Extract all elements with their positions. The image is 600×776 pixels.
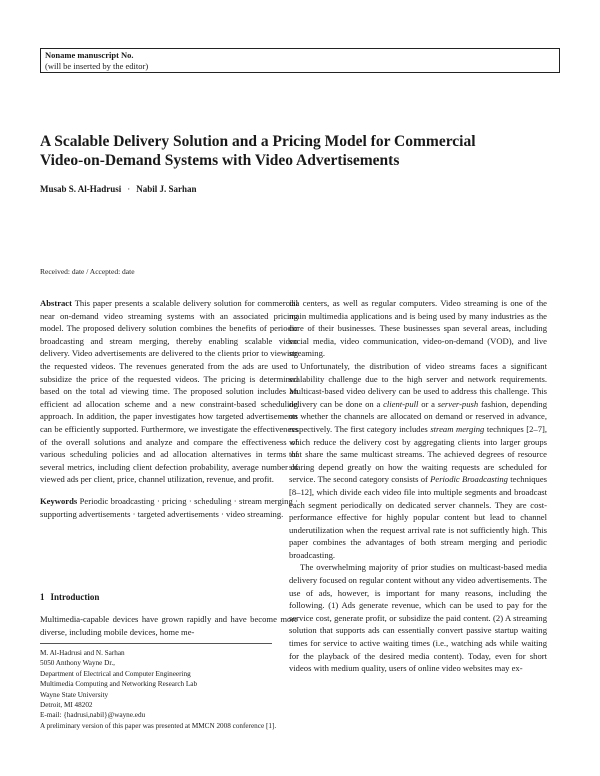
author-list [40, 184, 197, 194]
p2-text-b: or a [418, 398, 438, 409]
affiliation-names: M. Al-Hadrusi and N. Sarhan [40, 649, 125, 657]
affiliation-address: 5050 Anthony Wayne Dr., [40, 659, 115, 668]
affiliation-lab: Multimedia Computing and Networking Research Lab [40, 680, 198, 689]
p2-text-e: techniques [8–12], which divide each video file into multiple segments and broadcast each segment periodically on dedicated server channels. They are cost-performance effective for highly popular content but lead to channel underutilization when the request arrival rate is not sufficiently high. This paper combines the advantages of both stream merging and periodic broadcasting. [289, 474, 548, 560]
p2-text-c: fashion, depending on whether the channels are allocated on demand or reserved in advance, respectively. The first category includes [289, 398, 548, 434]
keywords [40, 495, 298, 520]
term-stream-merging: stream merging [430, 423, 485, 434]
term-periodic-broadcasting: Periodic Broadcasting [430, 474, 508, 485]
paper-title-line-1: A Scalable Delivery Solution and a Pricing Model for Commercial [40, 133, 476, 150]
abstract-label: Abstract [40, 298, 72, 308]
affiliation-note: A preliminary version of this paper was presented at MMCN 2008 conference [1]. [40, 721, 277, 730]
keywords-label: Keywords [40, 495, 78, 506]
right-paragraph-1: dia centers, as well as regular computers. Video streaming is one of the main multimedia applications and is being used by many industries as the core of their businesses. These businesses span several areas, including social media, video communication, video-on-demand (VOD), and live streaming. [289, 298, 547, 359]
term-client-pull: client-pull [383, 398, 419, 409]
abstract-text: This paper presents a scalable delivery solution for commercial near on-demand video streaming systems with an associated pricing model. The proposed delivery solution combines the benefits of periodic broadcasting and stream merging, thereby enabling scalable video delivery. Video advertisements are delivered to the clients prior to viewing the requested videos. The revenues generated from the ads are used to subsidize the price of the requested videos. The pricing is determined based on the total ad viewing time. The proposed solution includes an efficient ad allocation scheme and a new constraint-based scheduling approach. In addition, the paper investigates how targeted advertisements can be efficiently supported. Furthermore, we investigate the effectiveness of the overall solutions and analyze and compare the effectiveness of various scheduling policies and ad allocation alternatives in terms of several metrics, including client defection probability, average number of viewed ads per client, price, channel utilization, revenue, and profit. [40, 298, 298, 485]
term-server-push: server-push [437, 398, 479, 409]
received-date: Received: date / Accepted: date [40, 267, 135, 276]
affiliation-email: E-mail: {hadrusi,nabil}@wayne.edu [40, 711, 146, 720]
p2-text-a: Unfortunately, the distribution of video streams faces a significant scalability challenge due to the high server and network requirements. Multicast-based video delivery can be used to address this challenge. This delivery can be done on a [289, 360, 547, 409]
keywords-text: Periodic broadcasting · pricing · scheduling · stream merging · supporting advertisements · targeted advertisements · video streaming. [40, 495, 299, 519]
manuscript-label: Noname manuscript No. [45, 50, 134, 60]
abstract [40, 297, 298, 486]
right-column [289, 297, 547, 675]
p2-text-d: techniques [2–7], which reduce the delivery cost by aggregating clients into larger groups that share the same multicast streams. The achieved degrees of resource sharing depend greatly on how the waiting requests are scheduled for service. The second category consists of [289, 423, 548, 485]
section-number: 1 [40, 592, 45, 602]
manuscript-note: (will be inserted by the editor) [45, 61, 149, 71]
footnote-rule [40, 643, 272, 644]
left-column [40, 297, 298, 520]
introduction-paragraph: Multimedia-capable devices have grown rapidly and have become more diverse, including mobile devices, home me- [40, 614, 298, 637]
affiliation-footnote [40, 648, 298, 731]
author-separator: · [127, 184, 131, 194]
affiliation-university: Wayne State University [40, 690, 109, 699]
paper-title [40, 132, 560, 170]
right-paragraph-3: The overwhelming majority of prior studies on multicast-based media delivery focused on regular content without any video advertisements. The use of ads, however, is important for many reasons, including the following. (1) Ads generate revenue, which can be used to pay for the service cost, generate profit, or subsidize the paid content. (2) A streaming solution that supports ads can essentially convert passive startup waiting times for service to active waiting times (i.e., watching ads while waiting for the playback of the desired media content). Today, even for short videos with medium quality, users of online video websites may ex- [289, 562, 547, 674]
section-title: Introduction [50, 592, 100, 602]
author-first: Musab S. Al-Hadrusi [40, 184, 122, 194]
paper-title-line-2: Video-on-Demand Systems with Video Advertisements [40, 152, 400, 169]
manuscript-box [40, 48, 560, 73]
affiliation-department: Department of Electrical and Computer Engineering [40, 669, 191, 678]
section-heading-introduction [40, 592, 99, 602]
author-second: Nabil J. Sarhan [136, 184, 197, 194]
right-paragraph-2 [289, 360, 547, 562]
affiliation-city: Detroit, MI 48202 [40, 701, 93, 710]
